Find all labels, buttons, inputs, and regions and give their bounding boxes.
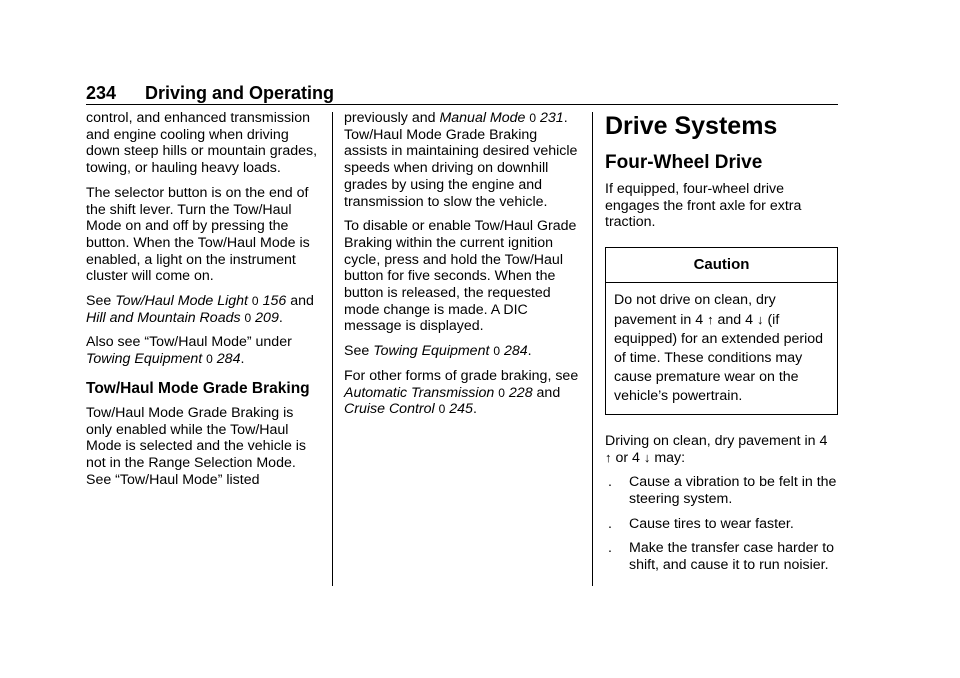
subsection-heading: Tow/Haul Mode Grade Braking <box>86 379 310 397</box>
page-ref-icon: 0 <box>438 402 446 417</box>
page-ref-icon: 0 <box>244 310 252 325</box>
cross-reference-link[interactable]: Manual Mode <box>439 110 526 126</box>
page-ref-icon: 0 <box>498 385 505 400</box>
list-item: . Cause a vibration to be felt in the steering system. <box>608 474 837 507</box>
column-divider <box>592 112 593 586</box>
down-arrow-icon: ↓ <box>643 449 651 465</box>
paragraph: If equipped, four-wheel drive engages the front axle for extra traction. <box>605 181 802 231</box>
section-title: Driving and Operating <box>145 83 335 103</box>
page-ref-icon: 0 <box>493 344 501 359</box>
section-heading: Four-Wheel Drive <box>605 152 763 173</box>
page-ref[interactable]: 284 <box>216 351 241 368</box>
paragraph: Driving on clean, dry pavement in 4 ↑ or 4 ↓ may: <box>605 432 828 466</box>
caution-box <box>605 247 838 415</box>
paragraph: Tow/Haul Mode Grade Braking is only enabled while the Tow/Haul Mode is selected and the vehicle is not in the Range Selection Mode. See “Tow/Haul Mode” listed <box>86 404 307 488</box>
cross-reference-link[interactable]: Towing Equipment <box>86 351 203 368</box>
column-divider <box>332 112 333 586</box>
paragraph: The selector button is on the end of the shift lever. Turn the Tow/Haul Mode on and off by pressing the button. When the Tow/Haul Mode is enabled, a light on the instrument cluster will come on. <box>86 184 310 285</box>
paragraph: Also see “Tow/Haul Mode” under Towing Equipment 0 284. <box>86 334 292 368</box>
page-ref[interactable]: 231 <box>540 110 564 126</box>
page-ref[interactable]: 156 <box>262 293 287 310</box>
chapter-title: Drive Systems <box>605 112 778 140</box>
page-header <box>86 82 838 105</box>
bullet-marker: . <box>608 474 612 491</box>
up-arrow-icon: ↑ <box>707 311 714 327</box>
bullet-marker: . <box>608 515 612 532</box>
column-1 <box>86 110 322 496</box>
page-ref-icon: 0 <box>251 294 259 309</box>
paragraph: For other forms of grade braking, see Automatic Transmission 0 228 and Cruise Control 0 245. <box>344 367 579 418</box>
cross-reference-link[interactable]: Cruise Control <box>344 401 435 418</box>
paragraph: See Tow/Haul Mode Light 0 156 and Hill and Mountain Roads 0 209. <box>86 293 314 326</box>
page-ref-icon: 0 <box>529 111 537 125</box>
cross-reference-link[interactable]: Automatic Transmission <box>344 384 495 401</box>
bullet-marker: . <box>608 540 612 557</box>
paragraph: previously and Manual Mode 0 231. Tow/Haul Mode Grade Braking assists in maintaining desired vehicle speeds when driving on downhill grades by using the engine and transmission to slow the vehicle. <box>344 110 578 210</box>
cross-reference-link[interactable]: Tow/Haul Mode Light <box>115 293 248 310</box>
column-2 <box>344 110 580 426</box>
page-ref[interactable]: 245 <box>449 401 473 418</box>
column-3 <box>605 110 841 582</box>
cross-reference-link[interactable]: Hill and Mountain Roads <box>86 309 241 326</box>
page-ref[interactable]: 284 <box>504 343 528 360</box>
page-ref-icon: 0 <box>206 352 213 367</box>
down-arrow-icon: ↓ <box>757 311 764 327</box>
list-item: . Cause tires to wear faster. <box>608 515 794 532</box>
up-arrow-icon: ↑ <box>605 449 612 465</box>
page-ref[interactable]: 228 <box>508 384 533 401</box>
paragraph: To disable or enable Tow/Haul Grade Braking within the current ignition cycle, press and hold the Tow/Haul button for five seconds. When the button is released, the requested mode change is made. A DIC message is displayed. <box>344 218 577 335</box>
caution-text: Do not drive on clean, dry pavement in 4 ↑ and 4 ↓ (if equipped) for an extended period of time. These conditions may cause premature wear on the vehicle’s powertrain. <box>614 291 824 404</box>
page-ref[interactable]: 209 <box>255 309 279 326</box>
caution-label: Caution <box>606 248 837 283</box>
page-number: 234 <box>86 83 117 103</box>
paragraph: See Towing Equipment 0 284. <box>344 343 532 360</box>
cross-reference-link[interactable]: Towing Equipment <box>373 343 490 360</box>
list-item: . Make the transfer case harder to shift, and cause it to run noisier. <box>608 540 835 574</box>
paragraph: control, and enhanced transmission and engine cooling when driving down steep hills or mountain grades, towing, or hauling heavy loads. <box>86 110 318 177</box>
